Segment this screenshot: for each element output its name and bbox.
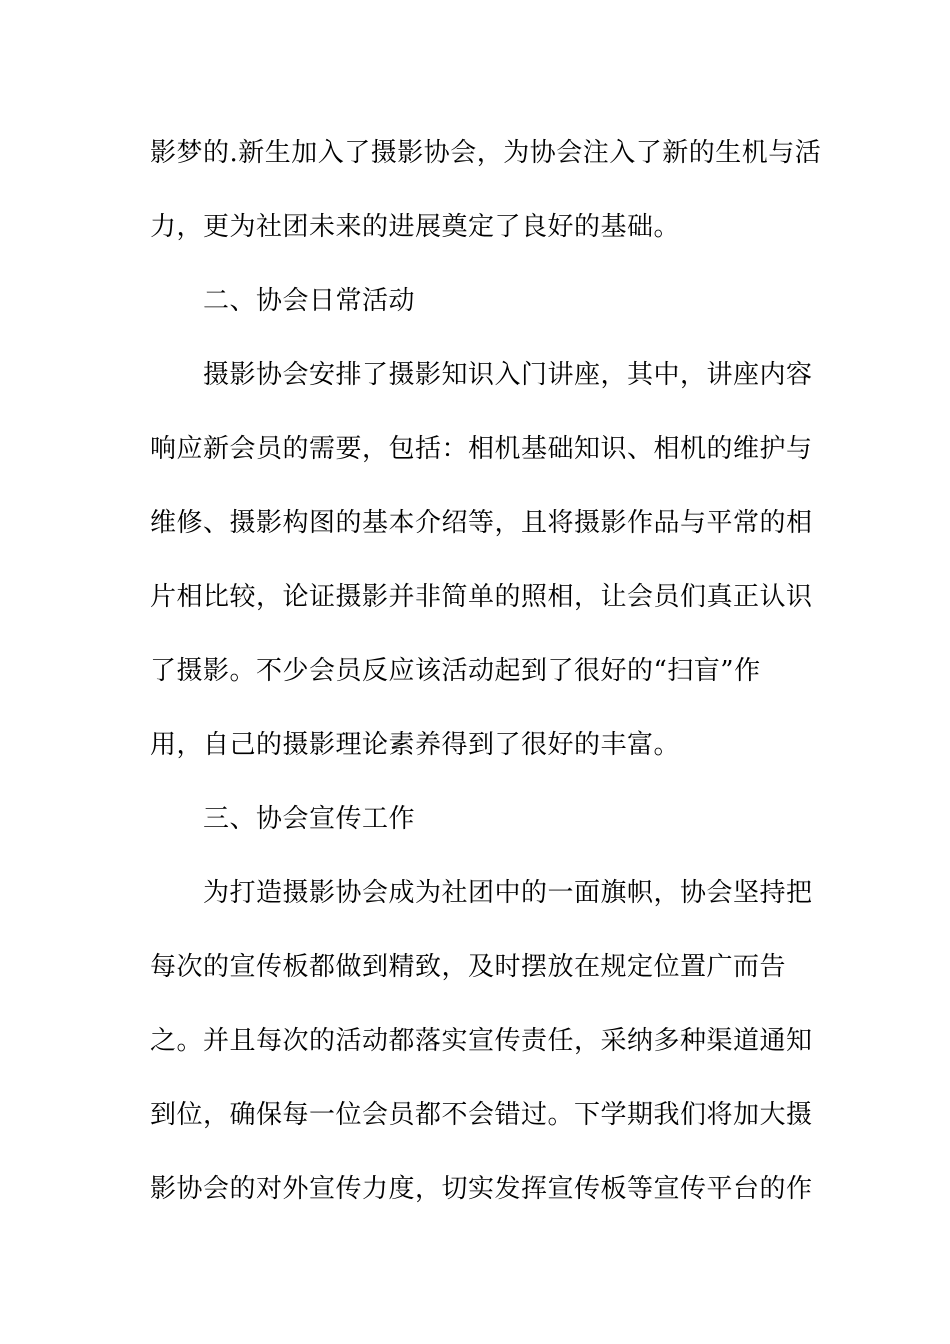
paragraph-line: 了摄影。不少会员反应该活动起到了很好的“扫盲”作 <box>150 656 761 686</box>
paragraph-line: 响应新会员的需要，包括：相机基础知识、相机的维护与 <box>150 434 813 464</box>
paragraph-line: 力，更为社团未来的进展奠定了良好的基础。 <box>150 212 681 242</box>
section-heading: 三、协会宣传工作 <box>203 804 416 834</box>
section-heading: 二、协会日常活动 <box>203 286 416 316</box>
paragraph-line: 维修、摄影构图的基本介绍等，且将摄影作品与平常的相 <box>150 508 813 538</box>
paragraph-line: 到位，确保每一位会员都不会错过。下学期我们将加大摄 <box>150 1100 813 1130</box>
paragraph-line: 用，自己的摄影理论素养得到了很好的丰富。 <box>150 730 681 760</box>
paragraph-line: 影协会的对外宣传力度，切实发挥宣传板等宣传平台的作 <box>150 1174 813 1204</box>
paragraph-line: 影梦的.新生加入了摄影协会，为协会注入了新的生机与活 <box>150 138 822 168</box>
paragraph-line: 为打造摄影协会成为社团中的一面旗帜，协会坚持把 <box>203 878 813 908</box>
paragraph-line: 之。并且每次的活动都落实宣传责任，采纳多种渠道通知 <box>150 1026 813 1056</box>
paragraph-line: 片相比较，论证摄影并非简单的照相，让会员们真正认识 <box>150 582 813 612</box>
paragraph-line: 摄影协会安排了摄影知识入门讲座，其中，讲座内容 <box>203 360 813 390</box>
paragraph-line: 每次的宣传板都做到精致，及时摆放在规定位置广而告 <box>150 952 787 982</box>
